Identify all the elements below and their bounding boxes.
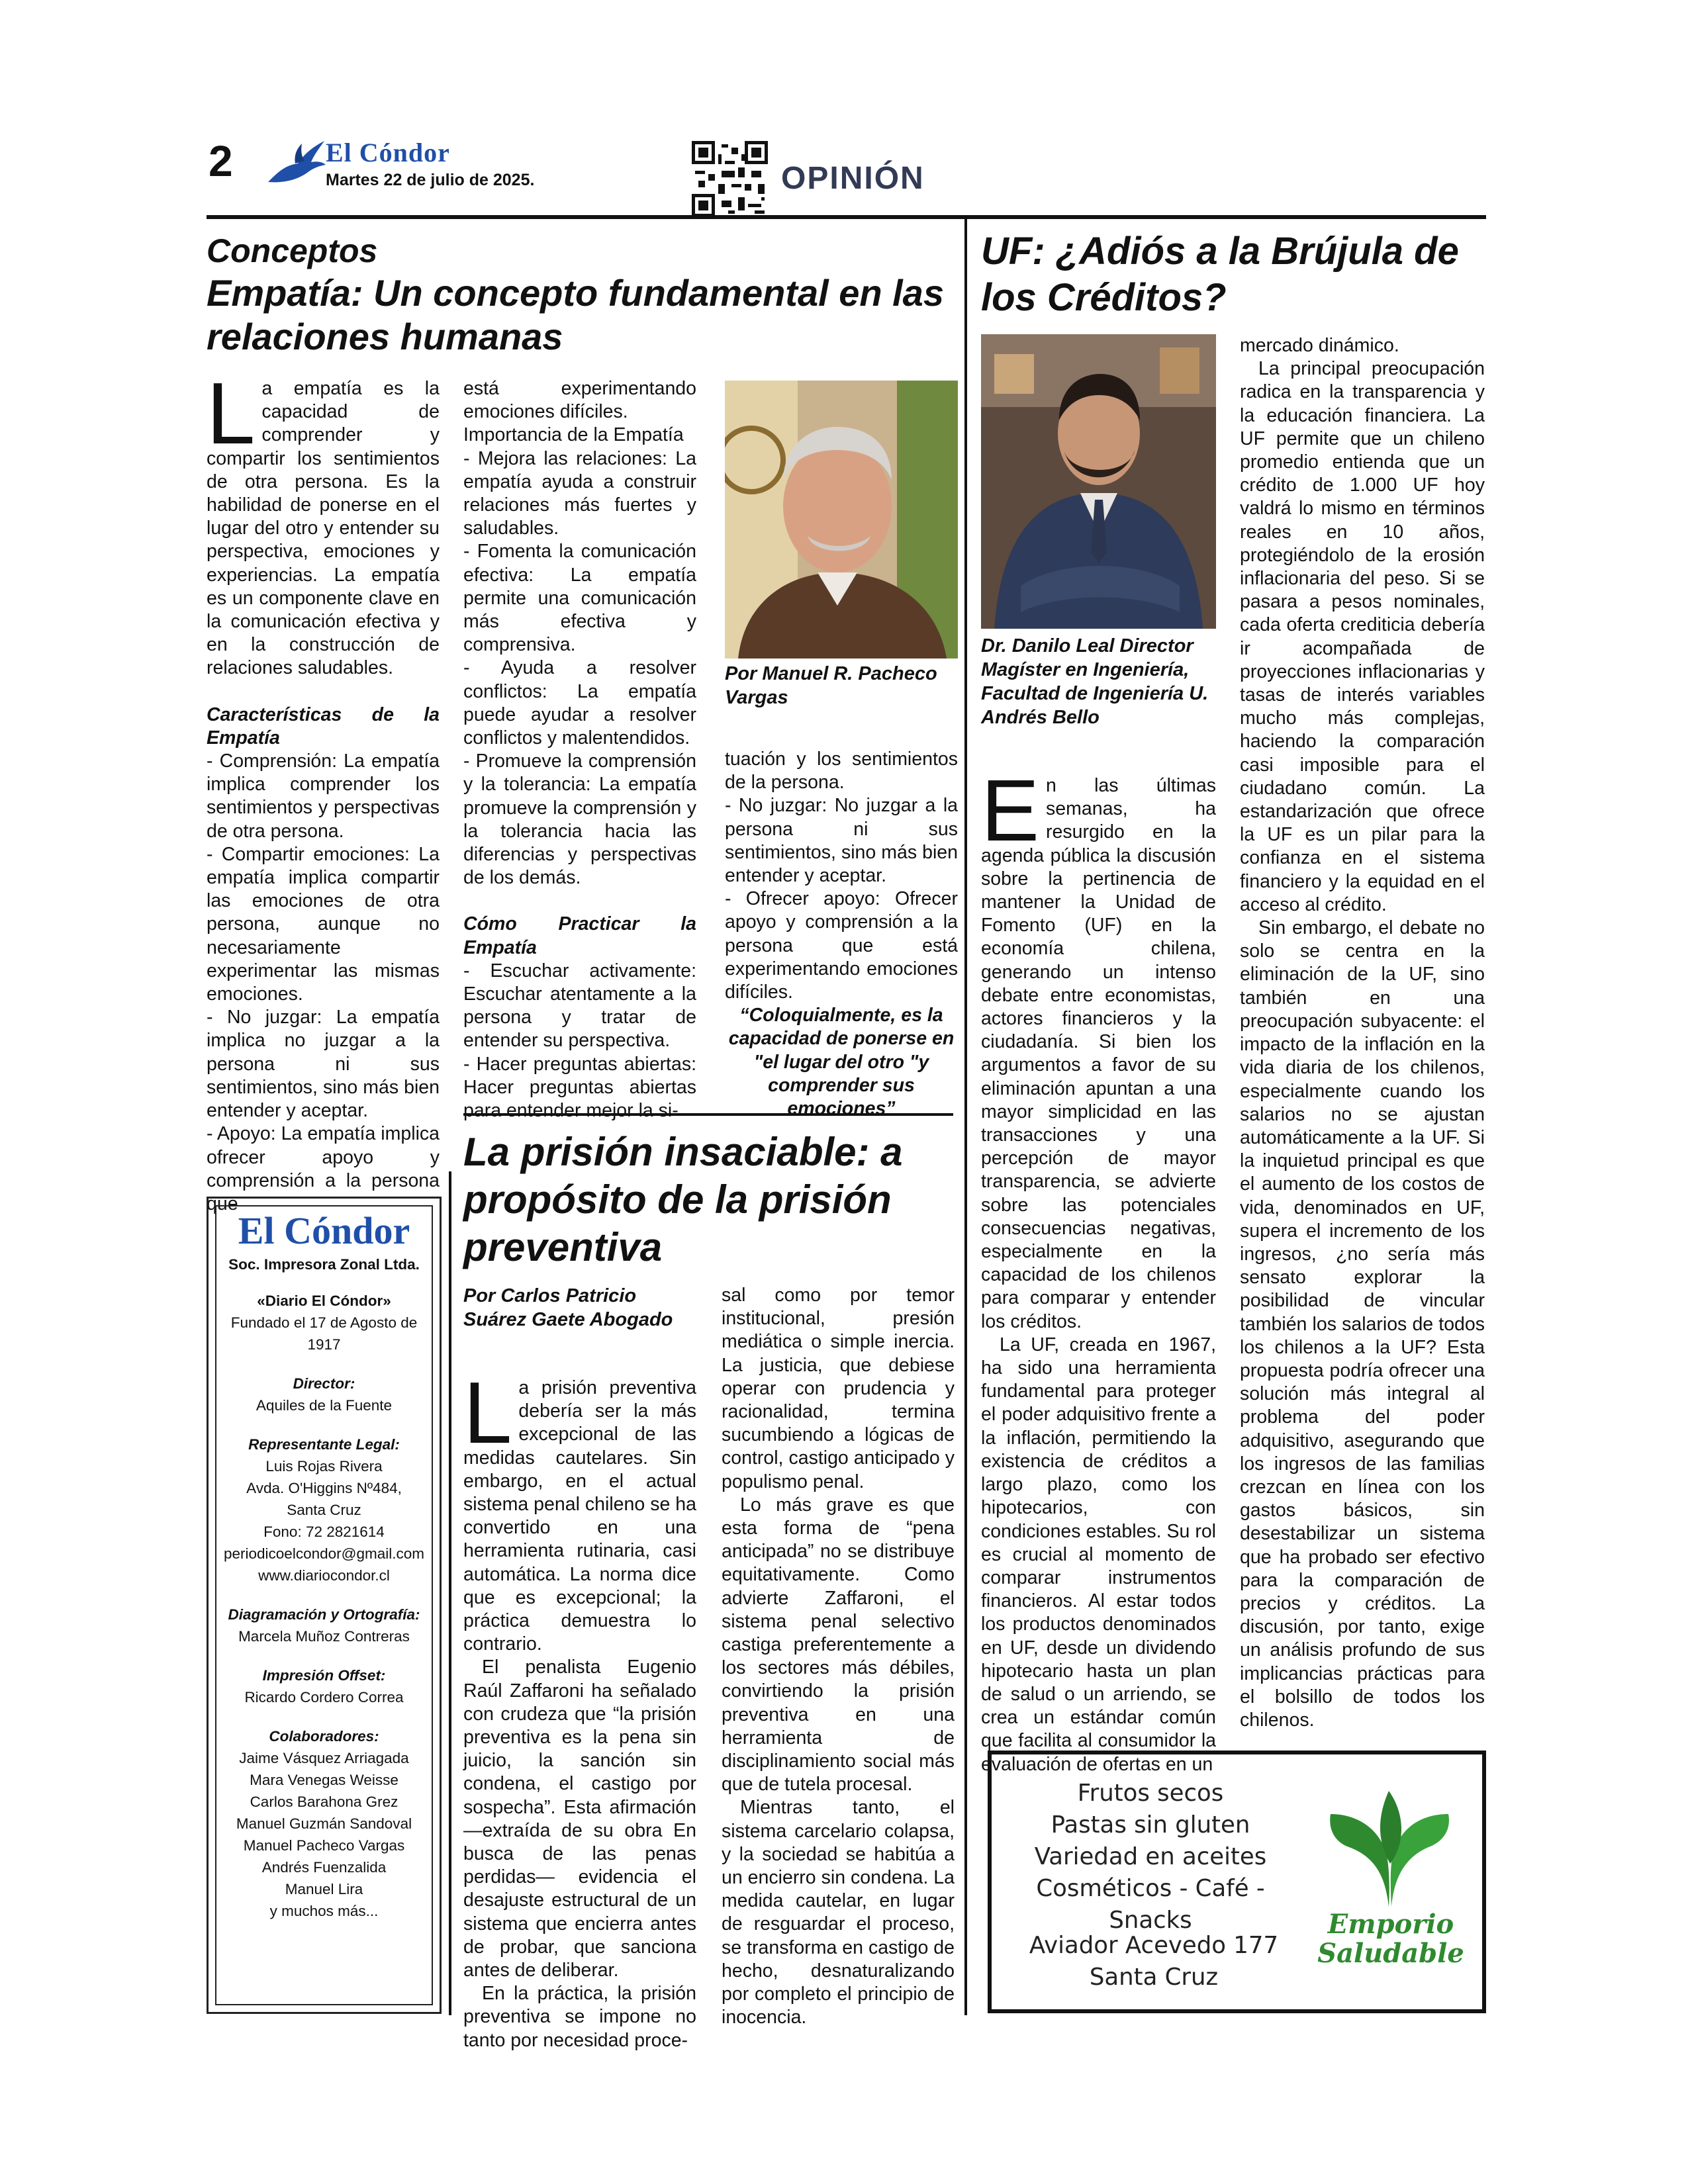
paragraph: - Escuchar activamente: Escuchar atentamente a la persona y tratar de entender su perspectiva. xyxy=(463,960,696,1052)
paragraph: Mientras tanto, el sistema carcelario colapsa, y la sociedad se habitúa a un encierro sin condena. La medida cautelar, en lugar de resguardar el proceso, se transforma en castigo de hecho, desnaturalizando por completo el principio de inocencia. xyxy=(722,1797,955,2028)
paragraph: sal como por temor institucional, presión mediática o simple inercia. La justicia, que debiese operar con prudencia y racionalidad, termina sucumbiendo a lógicas de control, castigo anticipado y populismo penal. xyxy=(722,1285,955,1492)
masthead-brand: El Cóndor xyxy=(326,138,450,167)
subheading: Características de la Empatía xyxy=(207,704,440,749)
article1-headline: Empatía: Un concepto fundamental en las relaciones humanas xyxy=(207,272,944,357)
collaborator: Manuel Lira xyxy=(285,1881,363,1897)
ad-product-list xyxy=(998,1778,1303,1936)
paragraph: - Mejora las relaciones: La empatía ayuda a construir relaciones más fuertes y saludables. xyxy=(463,447,696,539)
ad-line: Cosméticos - Café - Snacks xyxy=(1036,1875,1265,1934)
credits-layout-name: Marcela Muñoz Contreras xyxy=(238,1628,410,1645)
paragraph: - No juzgar: La empatía implica no juzgar a la persona ni sus sentimientos, sino más bien entender y aceptar. xyxy=(207,1007,440,1122)
ad-address-line: Santa Cruz xyxy=(1089,1964,1219,1991)
paragraph: La UF, creada en 1967, ha sido una herramienta fundamental para proteger el poder adquisitivo frente a la inflación, permitiendo la existencia de créditos a largo plazo, como los hipotecarios, con condiciones estables. Su rol es crucial al momento de comparar instrumentos financieros. Al estar todos los productos denominados en UF, desde un dividendo hipotecario hasta un plan de salud o un arriendo, se crea un estándar común que facilita al consumidor la evaluación de ofertas en un xyxy=(981,1334,1216,1775)
paragraph: - Comprensión: La empatía implica comprender los sentimientos y perspectivas de otra persona. xyxy=(207,751,440,842)
author-photo-pacheco xyxy=(725,381,958,659)
credits-director-label: Director: xyxy=(293,1375,355,1392)
page-number: 2 xyxy=(209,136,233,185)
paragraph: - Promueve la comprensión y la tolerancia: La empatía promueve la comprensión y la tolerancia hacia las diferencias y perspectivas de los demás. xyxy=(463,751,696,889)
ad-line: Pastas sin gluten xyxy=(1051,1811,1250,1839)
credits-address1: Avda. O'Higgins Nº484, xyxy=(246,1480,402,1496)
credits-web: www.diariocondor.cl xyxy=(258,1567,390,1584)
paragraph: La principal preocupación radica en la transparencia y la educación financiera. La UF permite que un chileno promedio entienda que un crédito de 1.000 UF hoy valdrá lo mismo en términos reales en 10 años, protegiéndolo de la erosión inflacionaria del peso. Si se pasara a pesos nominales, cada oferta crediticia debería ir acompañada de proyecciones inflacionarias y tasas de interés variables mucho más complejas, haciendo la comparación casi imposible para el ciudadano común. La estandarización que ofrece la UF es un pilar para la confianza en el sistema financiero y la equidad en el acceso al crédito. xyxy=(1240,358,1485,915)
credits-phone: Fono: 72 2821614 xyxy=(263,1524,385,1540)
credits-email: periodicoelcondor@gmail.com xyxy=(224,1545,424,1562)
paragraph: - Ofrecer apoyo: Ofrecer apoyo y comprensión a la persona que está experimentando emociones difíciles. xyxy=(725,888,958,1003)
paragraph: El penalista Eugenio Raúl Zaffaroni ha señalado con crudeza que “la prisión preventiva es la pena sin juicio, la sanción sin condena, el castigo por sospecha”. Esta afirmación —extraída de su obra En busca de las penas perdidas— evidencia el desajuste estructural de un sistema que encierra antes de probar, que sanciona antes de deliberar. xyxy=(463,1657,696,1981)
paragraph: está experimentando emociones difíciles. xyxy=(463,378,696,423)
collaborator: y muchos más... xyxy=(269,1903,379,1919)
collaborator: Andrés Fuenzalida xyxy=(261,1859,387,1876)
ad-brand-line: Saludable xyxy=(1317,1938,1464,1969)
subheading: Cómo Practicar la Empatía xyxy=(463,913,696,958)
credits-box xyxy=(207,1197,442,2014)
paragraph: En la práctica, la prisión preventiva se impone no tanto por necesidad proce- xyxy=(463,1983,696,2051)
paragraph: - Apoyo: La empatía implica ofrecer apoyo y comprensión a la persona que xyxy=(207,1123,440,1214)
dropcap: E xyxy=(981,762,1040,859)
dropcap: L xyxy=(207,365,256,462)
collaborator: Mara Venegas Weisse xyxy=(250,1772,399,1788)
ad-line: Variedad en aceites xyxy=(1034,1843,1267,1870)
ad-address xyxy=(1008,1930,1299,1993)
credits-paper: «Diario El Cóndor» xyxy=(257,1293,391,1309)
article1-kicker: Conceptos xyxy=(207,232,378,269)
ad-line: Frutos secos xyxy=(1077,1780,1224,1807)
ad-brand xyxy=(1308,1910,1474,1968)
section-title: OPINIÓN xyxy=(781,161,925,196)
credits-director: Aquiles de la Fuente xyxy=(256,1397,393,1414)
credits-collab-label: Colaboradores: xyxy=(269,1728,379,1745)
credits-legal-label: Representante Legal: xyxy=(248,1436,400,1453)
advertisement-emporio xyxy=(988,1751,1486,2013)
paragraph: - Compartir emociones: La empatía implica compartir las emociones de otra persona, aunque no necesariamente experimentar las mismas emociones. xyxy=(207,843,440,1005)
article1-col2 xyxy=(463,377,696,1122)
credits-layout-label: Diagramación y Ortografía: xyxy=(228,1606,420,1623)
article2-byline: Por Carlos Patricio Suárez Gaete Abogado xyxy=(463,1285,673,1330)
paragraph: Importancia de la Empatía xyxy=(463,424,684,446)
credits-founded: Fundado el 17 de Agosto de 1917 xyxy=(230,1314,418,1353)
article1-col3 xyxy=(725,748,958,1120)
article1-byline: Por Manuel R. Pacheco Vargas xyxy=(725,663,937,708)
dropcap: L xyxy=(463,1364,512,1461)
ad-brand-line: Emporio xyxy=(1327,1909,1454,1940)
ad-address-line: Aviador Acevedo 177 xyxy=(1029,1932,1279,1959)
collaborator: Jaime Vásquez Arriagada xyxy=(239,1750,409,1766)
paragraph: Sin embargo, el debate no solo se centra en la eliminación de la UF, sino también en una preocupación subyacente: el impacto de la inflación en la vida diaria de los chilenos, especialmente cuando los salarios no se ajustan automáticamente a la UF. Si la inquietud principal es que el aumento de los costos de vida, denominados en UF, supera el incremento de los ingresos, ¿no sería más sensato explorar la posibilidad de vincular también los salarios de todos los chilenos a la UF? Esta propuesta podría ofrecer una solución más integral al problema del poder adquisitivo, asegurando que los ingresos de las familias crezcan en línea con los gastos básicos, sin desestabilizar un sistema que ha probado ser efectivo para la comparación de precios y créditos. La discusión, por tanto, exige un análisis profundo de sus implicancias prácticas para el bolsillo de todos los chilenos. xyxy=(1240,917,1485,1731)
paragraph: Lo más grave es que esta forma de “pena anticipada” no se distribuye equitativamente. Como advierte Zaffaroni, el sistema penal selectivo castiga preferentemente a los sectores más débiles, convirtiendo la prisión preventiva en una herramienta de disciplinamiento social más que de tutela procesal. xyxy=(722,1494,955,1796)
column-divider-right xyxy=(964,215,967,2015)
article2-headline: La prisión insaciable: a propósito de la prisión preventiva xyxy=(463,1130,903,1269)
article2-col1 xyxy=(463,1364,696,2052)
article2-col2 xyxy=(722,1284,955,2030)
issue-date: Martes 22 de julio de 2025. xyxy=(326,171,535,189)
pull-quote: “Coloquialmente, es la capacidad de ponerse en "el lugar del otro "y comprender sus emociones” xyxy=(728,1005,955,1120)
paragraph: mercado dinámico. xyxy=(1240,335,1399,356)
credits-company: Soc. Impresora Zonal Ltda. xyxy=(228,1256,420,1273)
condor-bird-icon xyxy=(265,136,328,189)
paragraph: a empatía es la capacidad de comprender y compartir los sentimientos de otra persona. Es la habilidad de ponerse en el lugar del otro y entender su perspectiva, emociones y experiencias. La empatía es un componente clave en la comunicación efectiva y en la construcción de relaciones saludables. xyxy=(207,378,440,679)
paragraph: tuación y los sentimientos de la persona. xyxy=(725,749,958,794)
collaborator: Manuel Pacheco Vargas xyxy=(243,1837,405,1854)
article3-col2 xyxy=(1240,334,1485,1732)
paragraph: - Ayuda a resolver conflictos: La empatía puede ayudar a resolver conflictos y malentendidos. xyxy=(463,657,696,749)
paragraph: - Hacer preguntas abiertas: Hacer preguntas abiertas para entender mejor la si- xyxy=(463,1053,696,1122)
header-rule xyxy=(207,215,1486,219)
qr-code-icon xyxy=(692,141,768,217)
article3-byline: Dr. Danilo Leal Director Magíster en Ingeniería, Facultad de Ingeniería U. Andrés Bello xyxy=(981,635,1209,728)
green-leaves-icon xyxy=(1323,1784,1455,1910)
credits-print-name: Ricardo Cordero Correa xyxy=(244,1689,404,1706)
credits-print-label: Impresión Offset: xyxy=(262,1667,386,1684)
collaborator: Carlos Barahona Grez xyxy=(250,1794,399,1810)
credits-inner-frame xyxy=(215,1205,433,2005)
paragraph: - Fomenta la comunicación efectiva: La empatía permite una comunicación más efectiva y comprensiva. xyxy=(463,541,696,656)
collaborator: Manuel Guzmán Sandoval xyxy=(236,1815,412,1832)
article1-col1 xyxy=(207,365,440,1216)
paragraph: a prisión preventiva debería ser la más excepcional de las medidas cautelares. Sin embargo, en el actual sistema penal chileno se ha convertido en una herramienta rutinaria, casi automática. La norma dice que es excepcional; la práctica demuestra lo contrario. xyxy=(463,1377,696,1655)
column-divider-left xyxy=(449,1171,451,2015)
credits-brand: El Cóndor xyxy=(238,1209,410,1252)
article3-col1 xyxy=(981,762,1216,1776)
article3-headline: UF: ¿Adiós a la Brújula de los Créditos? xyxy=(981,230,1459,319)
paragraph: - No juzgar: No juzgar a la persona ni sus sentimientos, sino más bien entender y aceptar. xyxy=(725,795,958,887)
author-photo-leal xyxy=(981,334,1216,629)
paragraph: n las últimas semanas, ha resurgido en la agenda pública la discusión sobre la pertinencia de mantener la Unidad de Fomento (UF) en la economía chilena, generando un intenso debate entre economistas, actores financieros y la ciudadanía. Si bien los argumentos a favor de su eliminación apuntan a una mayor simplicidad en las transacciones y una percepción de mayor transparencia, se advierte sobre las potenciales consecuencias negativas, especialmente en la capacidad de los chilenos para comparar y entender los créditos. xyxy=(981,775,1216,1332)
credits-legal-name: Luis Rojas Rivera xyxy=(265,1458,383,1475)
credits-address2: Santa Cruz xyxy=(287,1502,361,1518)
